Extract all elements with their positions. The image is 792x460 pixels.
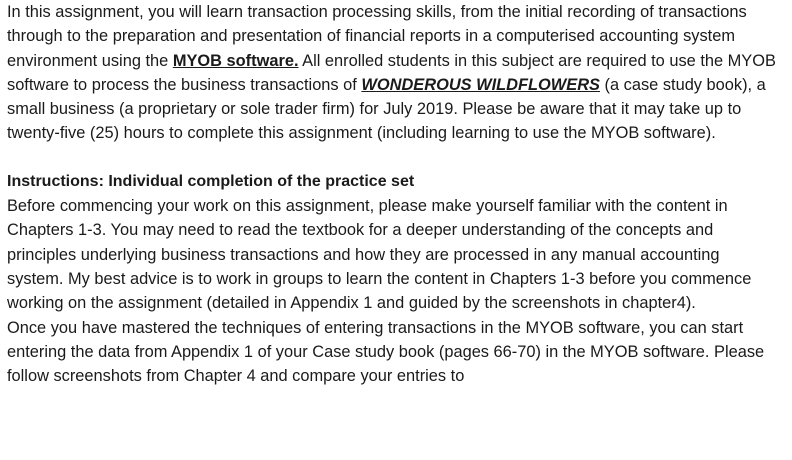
intro-mid-text: All enrolled students in this subject are required to use the MYOB software to process the business transactions of xyxy=(7,51,781,94)
intro-tail-text: (a case study book), a small business (a proprietary or sole trader firm) for July 2019. Please be aware that it may take up to twenty-five (25) hours to complete this assignment (including learning to use the MYOB software). xyxy=(7,75,771,143)
intro-paragraph xyxy=(7,0,780,146)
software-name: MYOB software. xyxy=(172,51,299,70)
business-name: WONDEROUS WILDFLOWERS xyxy=(361,75,600,94)
preparation-paragraph: Before commencing your work on this assignment, please make yourself familiar with the content in Chapters 1-3. You may need to read the textbook for a deeper understanding of the concepts and principles underlying business transactions and how they are processed in any manual accounting system. My best advice is to work in groups to learn the content in Chapters 1-3 before you commence working on the assignment (detailed in Appendix 1 and guided by the screenshots in chapter4). xyxy=(7,197,756,313)
intro-lead-text: In this assignment, you will learn transaction processing skills, from the initial recording of transactions through to the preparation and presentation of financial reports in a computerised accounting system environment using the xyxy=(7,3,752,70)
data-entry-paragraph: Once you have mastered the techniques of entering transactions in the MYOB software, you can start entering the data from Appendix 1 of your Case study book (pages 66-70) in the MYOB software. Please follow screenshots from Chapter 4 and compare your entries to xyxy=(7,318,769,386)
instructions-heading: Instructions: Individual completion of the practice set xyxy=(7,172,415,190)
paragraph-gap xyxy=(7,146,780,170)
